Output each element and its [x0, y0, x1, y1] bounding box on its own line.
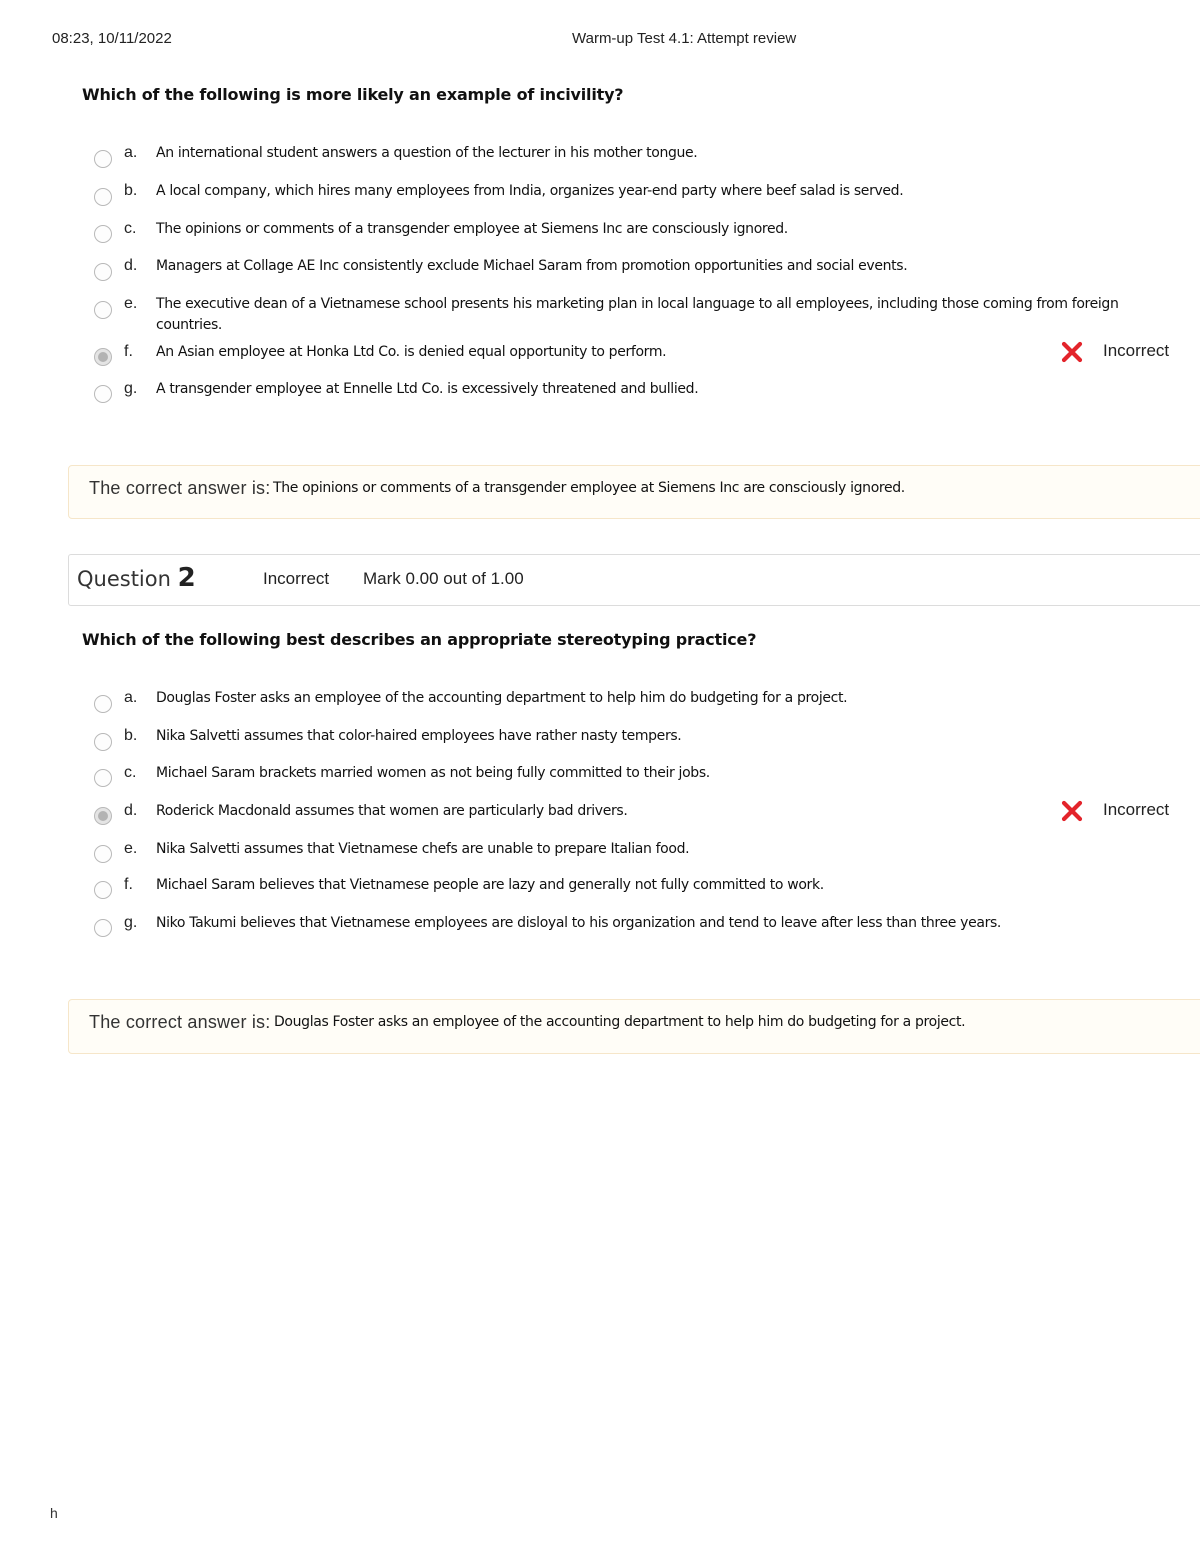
answer-letter: e. [124, 295, 138, 312]
page-footer-mark: h [50, 1505, 58, 1521]
correct-answer-box [68, 999, 1200, 1054]
answer-text: Douglas Foster asks an employee of the accounting department to help him do budgeting for a project. [156, 690, 848, 706]
radio-button[interactable] [94, 881, 112, 899]
answer-text: Niko Takumi believes that Vietnamese employees are disloyal to his organization and tend to leave after less than three years. [156, 915, 1002, 931]
question-number-value: 2 [177, 563, 196, 593]
question-2-text: Which of the following best describes an appropriate stereotyping practice? [82, 630, 757, 649]
question-number [77, 563, 196, 593]
answer-text: Nika Salvetti assumes that Vietnamese chefs are unable to prepare Italian food. [156, 841, 690, 857]
radio-button[interactable] [94, 733, 112, 751]
radio-button[interactable] [94, 919, 112, 937]
answer-letter: c. [124, 220, 137, 237]
feedback-label: Incorrect [1103, 341, 1170, 360]
radio-button-selected[interactable] [94, 807, 112, 825]
cross-icon [1060, 340, 1084, 364]
answer-letter: g. [124, 914, 138, 931]
print-header [0, 30, 1200, 50]
answer-letter: c. [124, 764, 137, 781]
answer-text: Nika Salvetti assumes that color-haired employees have rather nasty tempers. [156, 728, 682, 744]
question-info [68, 554, 1200, 606]
correct-answer-text: The opinions or comments of a transgender employee at Siemens Inc are consciously ignored. [273, 480, 905, 496]
cross-icon [1060, 799, 1084, 823]
answer-letter: e. [124, 840, 138, 857]
answer-text: The opinions or comments of a transgender employee at Siemens Inc are consciously ignored. [156, 221, 788, 237]
answer-text: Managers at Collage AE Inc consistently exclude Michael Saram from promotion opportunities and social events. [156, 258, 908, 274]
answer-text: Roderick Macdonald assumes that women are particularly bad drivers. [156, 803, 628, 819]
answer-text: Michael Saram brackets married women as not being fully committed to their jobs. [156, 765, 710, 781]
answer-text: The executive dean of a Vietnamese school presents his marketing plan in local language to all employees, including those coming from foreign countries. [156, 296, 1119, 333]
answer-letter: f. [124, 343, 133, 360]
answer-letter: b. [124, 727, 138, 744]
answer-letter: a. [124, 689, 138, 706]
answer-text: A local company, which hires many employees from India, organizes year-end party where beef salad is served. [156, 183, 904, 199]
radio-button[interactable] [94, 150, 112, 168]
radio-button[interactable] [94, 263, 112, 281]
correct-answer-lead: The correct answer is: [89, 1012, 271, 1032]
answer-text: An Asian employee at Honka Ltd Co. is denied equal opportunity to perform. [156, 344, 667, 360]
radio-button-selected[interactable] [94, 348, 112, 366]
answer-text: A transgender employee at Ennelle Ltd Co. is excessively threatened and bullied. [156, 381, 699, 397]
answer-letter: f. [124, 876, 133, 893]
radio-button[interactable] [94, 301, 112, 319]
answer-text: An international student answers a question of the lecturer in his mother tongue. [156, 145, 698, 161]
print-page-title: Warm-up Test 4.1: Attempt review [572, 30, 797, 47]
answer-text: Michael Saram believes that Vietnamese people are lazy and generally not fully committed to work. [156, 877, 824, 893]
radio-button[interactable] [94, 188, 112, 206]
radio-button[interactable] [94, 695, 112, 713]
answer-letter: g. [124, 380, 138, 397]
radio-button[interactable] [94, 225, 112, 243]
feedback-label: Incorrect [1103, 800, 1170, 819]
correct-answer-text: Douglas Foster asks an employee of the accounting department to help him do budgeting for a project. [274, 1014, 966, 1030]
correct-answer-box [68, 465, 1200, 519]
question-state: Incorrect [263, 569, 330, 588]
answer-letter: b. [124, 182, 138, 199]
answer-letter: d. [124, 802, 138, 819]
answer-letter: d. [124, 257, 138, 274]
radio-button[interactable] [94, 845, 112, 863]
print-datetime: 08:23, 10/11/2022 [52, 30, 172, 47]
question-label: Question [77, 567, 171, 591]
radio-button[interactable] [94, 769, 112, 787]
radio-button[interactable] [94, 385, 112, 403]
answer-feedback [1058, 799, 1200, 825]
answer-letter: a. [124, 144, 138, 161]
question-grade: Mark 0.00 out of 1.00 [363, 569, 524, 588]
correct-answer-lead: The correct answer is: [89, 478, 271, 498]
question-1-text: Which of the following is more likely an example of incivility? [82, 85, 624, 104]
answer-feedback [1058, 340, 1200, 366]
